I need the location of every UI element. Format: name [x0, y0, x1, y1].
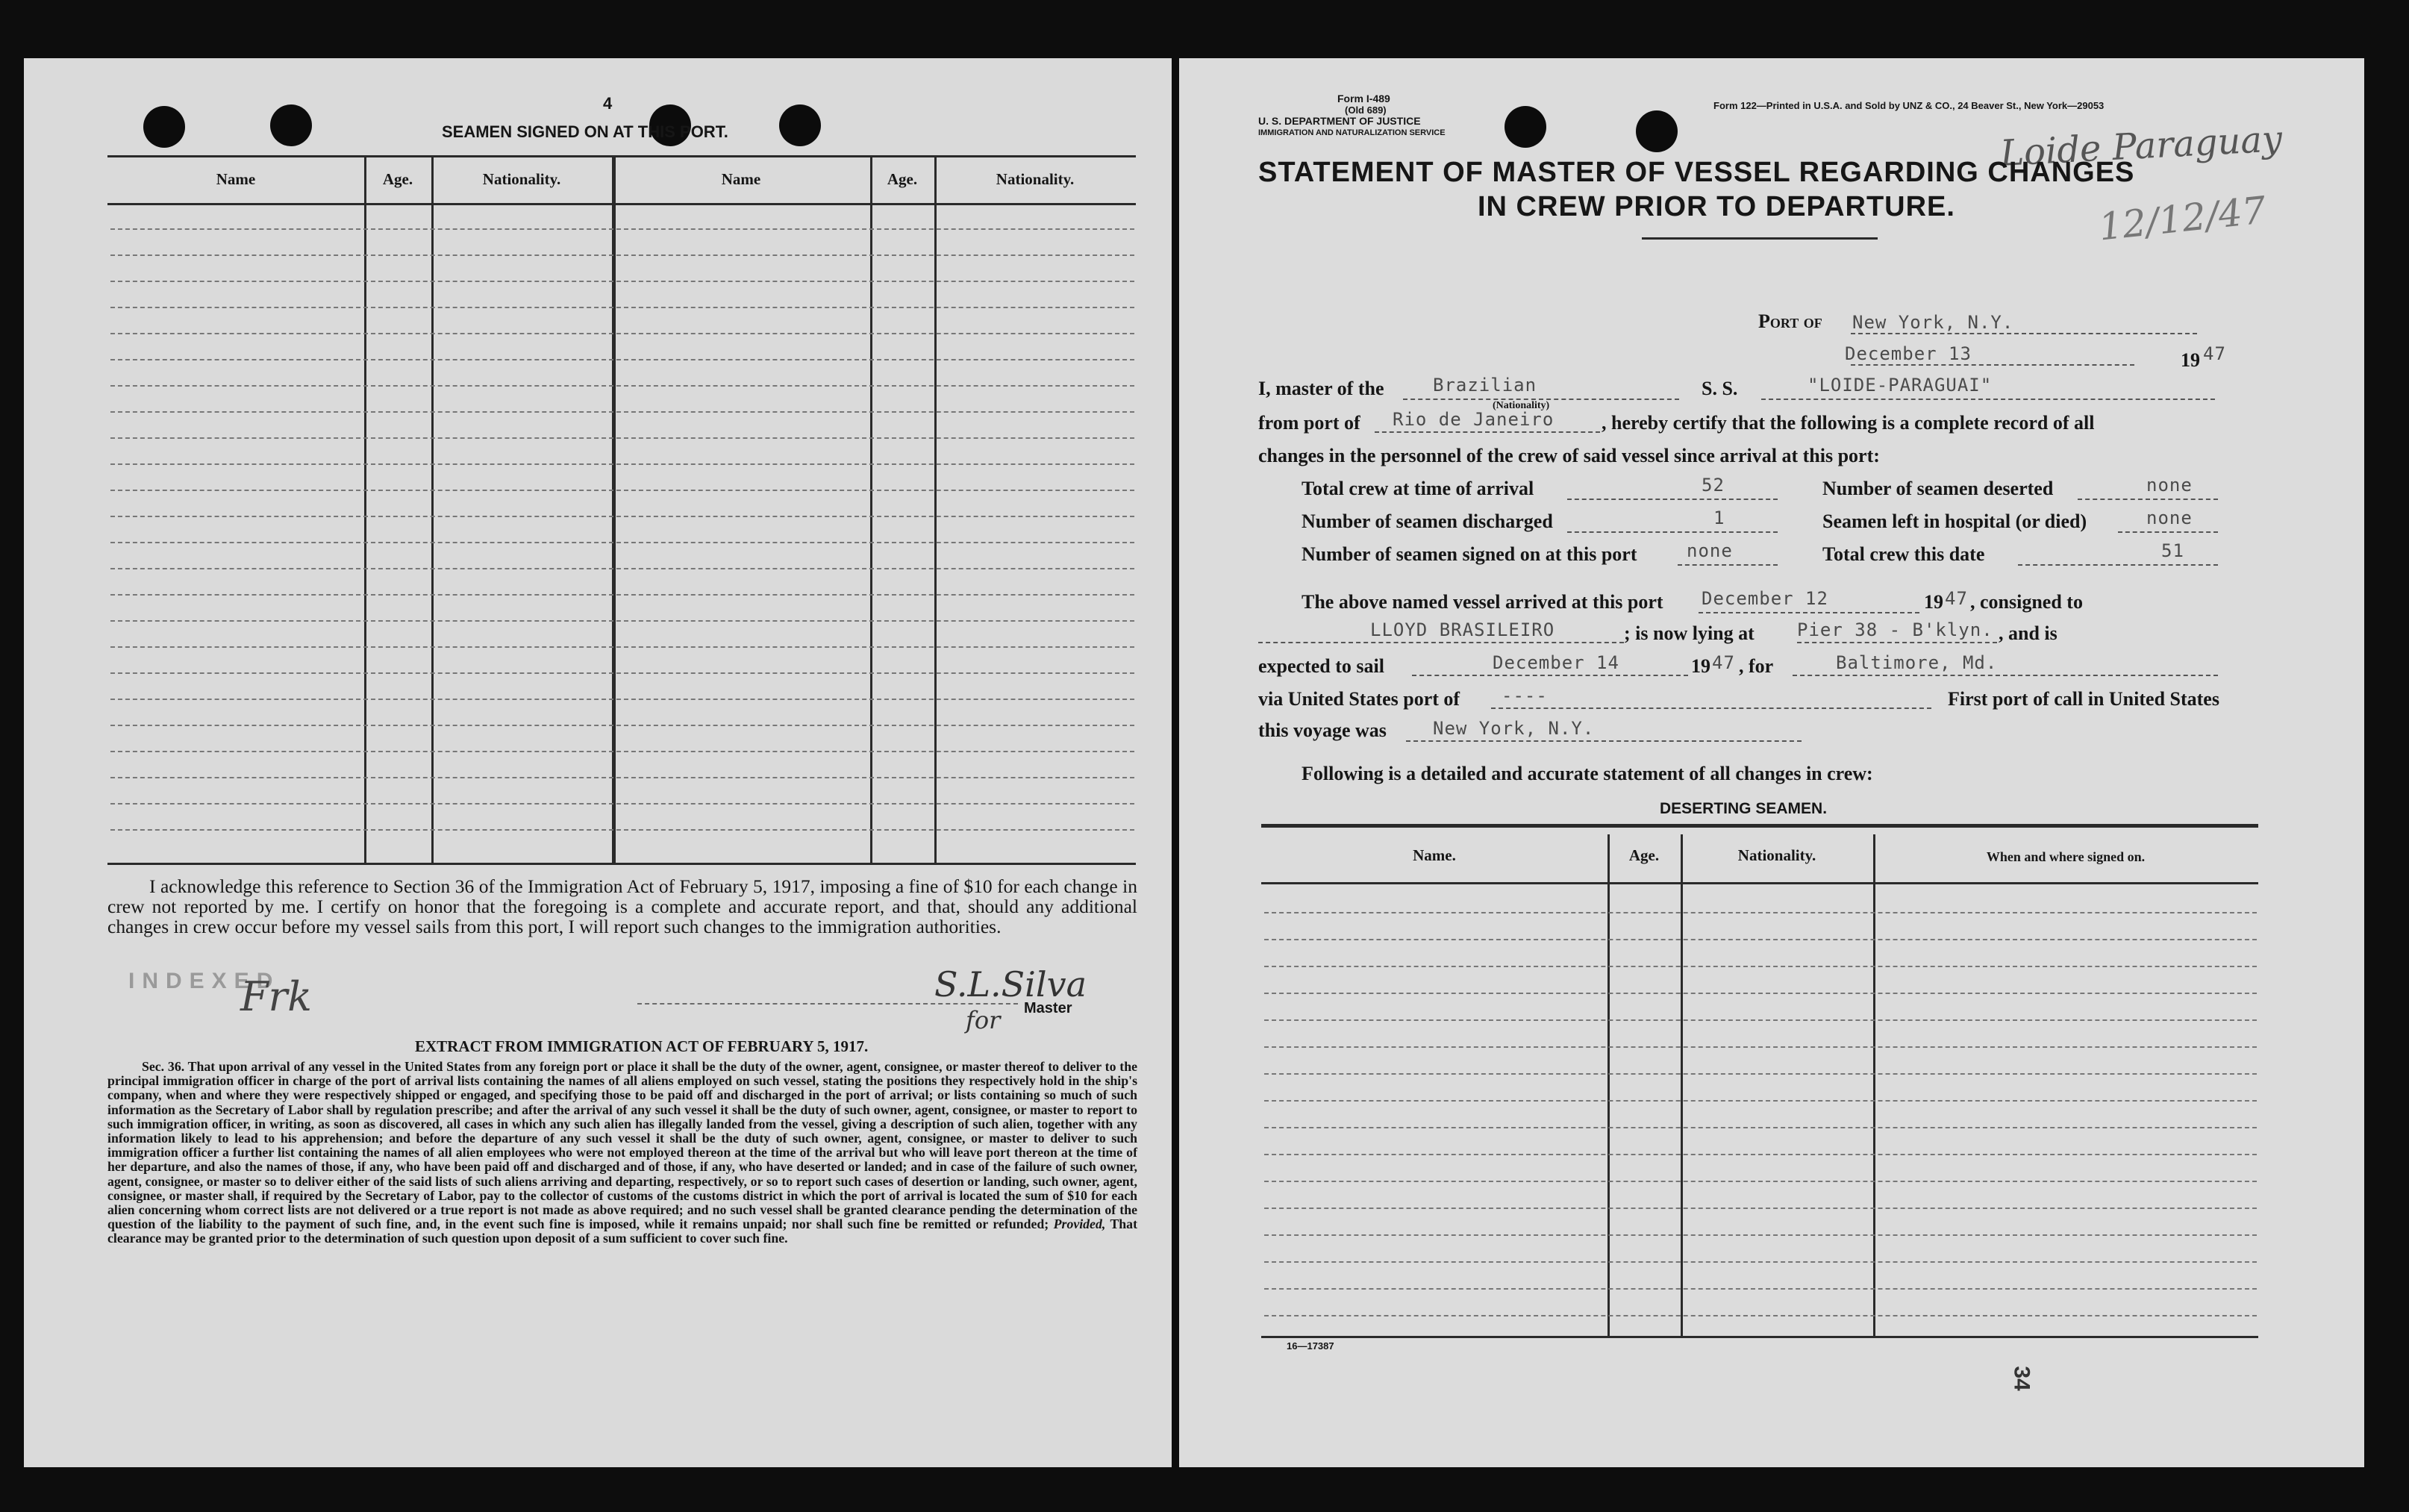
fill-line: [1793, 675, 2218, 676]
seamen-hospital-label: Seamen left in hospital (or died): [1822, 510, 2087, 532]
punch-hole: [779, 104, 821, 146]
sail-year-suffix: 47: [1712, 652, 1735, 673]
table-row: [110, 751, 1134, 752]
table-row: [110, 594, 1134, 596]
table-row: [110, 725, 1134, 726]
page-stamp: 34: [2009, 1366, 2034, 1391]
expected-label: expected to sail: [1258, 655, 1384, 677]
voyage-label: this voyage was: [1258, 719, 1387, 741]
table-top-rule: [1261, 824, 2258, 828]
column-header-name: Name: [721, 170, 761, 188]
table-row: [110, 385, 1134, 387]
seamen-deserted-value: none: [2146, 475, 2193, 496]
fill-line: [1567, 531, 1778, 533]
table-row: [110, 281, 1134, 282]
table-row: [1264, 1073, 2257, 1075]
consignee-value: LLOYD BRASILEIRO: [1370, 619, 1555, 640]
port-fill-line: [1851, 333, 2197, 334]
table-row: [110, 516, 1134, 517]
for-label: , for: [1739, 655, 1774, 677]
extract-section-label: Sec. 36.: [142, 1059, 185, 1074]
table-row: [1264, 993, 2257, 994]
page-number: 4: [603, 94, 613, 113]
table-row: [1264, 1261, 2257, 1263]
table-top-rule: [107, 155, 1136, 157]
deserting-title: DESERTING SEAMEN.: [1660, 800, 1828, 817]
table-row: [110, 777, 1134, 778]
table-row: [1264, 1208, 2257, 1209]
extract-tail: That clearance may be granted prior to the determination of such question upon deposit of a sum sufficient to cover such fine.: [107, 1216, 1137, 1246]
punch-hole: [270, 104, 312, 146]
form-title-line1: STATEMENT OF MASTER OF VESSEL REGARDING CHANGES: [1258, 157, 2135, 188]
column-header-age: Age.: [1628, 846, 1660, 864]
column-header-nationality: Nationality.: [482, 170, 561, 188]
table-row: [1264, 1100, 2257, 1102]
ss-label: S. S.: [1702, 378, 1738, 399]
seamen-signed-value: none: [1687, 540, 1733, 561]
date-year-prefix: 19: [2181, 349, 2200, 371]
consigned-label: , consigned to: [1970, 591, 2083, 613]
handwritten-initials: Frk: [240, 973, 313, 1020]
table-row: [1264, 1154, 2257, 1155]
column-header-nationality: Nationality.: [996, 170, 1075, 188]
acknowledgement-text: I acknowledge this reference to Section 36 of the Immigration Act of February 5, 1917, imposing a fine of $10 for each change in crew not reported by me. I certify on honor that the foregoing is a complete and accurate report, and that, should any additional changes in crew occur before my vessel sails from this port, I will report such changes to the immigration authorities.: [107, 875, 1137, 937]
table-row: [1264, 1315, 2257, 1316]
column-divider: [612, 155, 616, 863]
column-header-when-where: When and where signed on.: [1986, 849, 2146, 864]
column-divider: [431, 155, 434, 863]
table-bottom-rule: [1261, 1336, 2258, 1338]
total-crew-date-label: Total crew this date: [1822, 543, 1985, 565]
ship-fill-line: [1761, 399, 2215, 400]
date-year-suffix: 47: [2203, 343, 2226, 364]
table-row: [1264, 939, 2257, 940]
department-name: U. S. DEPARTMENT OF JUSTICE: [1258, 115, 1421, 127]
table-row: [110, 646, 1134, 648]
column-divider: [934, 155, 937, 863]
column-divider: [870, 155, 872, 863]
seamen-hospital-value: none: [2146, 507, 2193, 528]
fill-line: [2018, 564, 2218, 566]
left-page: [24, 58, 1172, 1467]
form-title-line2: IN CREW PRIOR TO DEPARTURE.: [1478, 191, 1955, 222]
fill-line: [1797, 642, 1997, 643]
fill-line: [1699, 612, 1919, 613]
title-underline: [1642, 237, 1878, 240]
table-row: [110, 620, 1134, 622]
table-row: [110, 437, 1134, 439]
extract-title: EXTRACT FROM IMMIGRATION ACT OF FEBRUARY 5, 1917.: [415, 1037, 869, 1055]
arrived-label: The above named vessel arrived at this port: [1302, 591, 1663, 613]
table-row: [110, 228, 1134, 230]
destination-value: Baltimore, Md.: [1836, 652, 1998, 673]
lying-at-value: Pier 38 - B'klyn.: [1797, 619, 1993, 640]
punch-hole: [1505, 106, 1546, 148]
fill-line: [2078, 499, 2218, 500]
from-port-value: Rio de Janeiro: [1393, 409, 1555, 430]
table-row: [110, 829, 1134, 831]
table-row: [1264, 912, 2257, 913]
table-row: [110, 254, 1134, 256]
port-value: New York, N.Y.: [1852, 312, 2014, 333]
table-row: [110, 672, 1134, 674]
signature-prefix: for: [966, 1006, 1001, 1034]
column-header-nationality: Nationality.: [1737, 846, 1816, 864]
table-row: [110, 803, 1134, 805]
following-text: Following is a detailed and accurate statement of all changes in crew:: [1302, 763, 1873, 784]
punch-hole: [1636, 110, 1678, 152]
table-row: [1264, 1019, 2257, 1021]
arrived-year-prefix: 19: [1924, 591, 1943, 613]
table-row: [110, 699, 1134, 700]
table-row: [110, 411, 1134, 413]
via-value: ----: [1502, 685, 1548, 706]
table-row: [1264, 1127, 2257, 1128]
date-value: December 13: [1845, 343, 1972, 364]
from-port-fill-line: [1375, 431, 1600, 433]
ship-name: "LOIDE-PARAGUAI": [1807, 375, 1993, 396]
from-port-label: from port of: [1258, 412, 1360, 434]
table-row: [110, 490, 1134, 491]
port-label: Port of: [1758, 310, 1822, 332]
table-header-rule: [107, 203, 1136, 205]
extract-text: [107, 1060, 1137, 1246]
table-row: [110, 463, 1134, 465]
signature-label: Master: [1024, 1000, 1072, 1016]
column-header-age: Age.: [887, 170, 918, 188]
fill-line: [1491, 707, 1931, 709]
nationality-value: Brazilian: [1433, 375, 1537, 396]
service-name: IMMIGRATION AND NATURALIZATION SERVICE: [1258, 128, 1446, 137]
nationality-caption: (Nationality): [1493, 400, 1550, 411]
fill-line: [1406, 740, 1802, 742]
fill-line: [1567, 499, 1778, 500]
printer-line: Form 122—Printed in U.S.A. and Sold by UNZ & CO., 24 Beaver St., New York—29053: [1713, 100, 2105, 111]
form-number: Form I-489: [1337, 93, 1390, 104]
extract-body: That upon arrival of any vessel in the United States from any foreign port or place it shall be the duty of the owner, agent, consignee, or master thereof to deliver to the principal immigration officer in charge of the port of arrival lists containing the names of all aliens employed on such vessel, stating the positions they respectively hold in the ship's company, when and where they were respectively shipped or engaged, and specifying those to be paid off and discharged in the port of arrival; or lists containing so much of such information as the Secretary of Labor shall by regulation prescribe; and after the arrival of any such vessel it shall be the duty of such owner, agent, consignee, or master to report to such immigration officer, in writing, as soon as discovered, all cases in which any such alien has illegally landed from the vessel, giving a description of such alien, together with any information likely to lead to his apprehension; and before the departure of any such vessel it shall be the duty of such owner, agent, consignee, or master to deliver to such immigration officer a further list containing the names of all alien employees who were not employed thereon at the time of the arrival but who will leave port thereon at the time of her departure, and also the names of those, if any, who have been paid off and discharged and of those, if any, who have deserted or landed; and in case of the failure of such owner, agent, consignee, or master so to deliver either of the said lists of such aliens arriving and departing, respectively, or so to report such cases of desertion or landing, such owner, agent, consignee, or master shall, if required by the Secretary of Labor, pay to the collector of customs of the customs district in which the port of arrival is located the sum of $10 for each alien concerning whom correct lists are not delivered or a true report is not made as above required; and no such vessel shall be granted clearance pending the determination of the question of the liability to the payment of such fine, and, in the event such fine is imposed, while it remains unpaid; nor shall such fine be remitted or refunded;: [107, 1059, 1138, 1232]
sail-year-prefix: 19: [1691, 655, 1710, 677]
seamen-discharged-label: Number of seamen discharged: [1302, 510, 1553, 532]
master-signature: S.L.Silva: [934, 964, 1087, 1005]
lying-label: ; is now lying at: [1624, 622, 1755, 644]
extract-provided: Provided,: [1053, 1216, 1106, 1232]
right-page: [1179, 58, 2364, 1467]
sail-date: December 14: [1493, 652, 1619, 673]
date-fill-line: [1851, 364, 2134, 366]
form-old-number: (Old 689): [1345, 104, 1387, 116]
total-crew-arrival-value: 52: [1702, 475, 1725, 496]
table-row: [1264, 1288, 2257, 1290]
master-of-label: I, master of the: [1258, 378, 1384, 399]
seamen-deserted-label: Number of seamen deserted: [1822, 478, 2054, 499]
first-port-label: First port of call in United States: [1948, 688, 2219, 710]
fill-line: [1412, 675, 1688, 676]
table-row: [110, 359, 1134, 360]
column-header-name: Name: [216, 170, 256, 188]
table-header-rule: [1261, 882, 2258, 884]
indexed-stamp: INDEXED: [128, 969, 281, 993]
handwritten-vessel-name: Loide Paraguay: [1999, 118, 2284, 175]
arrived-year-suffix: 47: [1945, 588, 1968, 609]
column-divider: [364, 155, 366, 863]
total-crew-arrival-label: Total crew at time of arrival: [1302, 478, 1534, 499]
total-crew-date-value: 51: [2161, 540, 2184, 561]
arrived-date: December 12: [1702, 588, 1828, 609]
table-row: [110, 568, 1134, 569]
and-is-label: , and is: [1999, 622, 2058, 644]
section-title: SEAMEN SIGNED ON AT THIS PORT.: [442, 122, 728, 141]
punch-hole: [143, 106, 185, 148]
footer-code: 16—17387: [1287, 1340, 1334, 1352]
handwritten-date: 12/12/47: [2096, 188, 2268, 249]
voyage-value: New York, N.Y.: [1433, 718, 1595, 739]
seamen-signed-label: Number of seamen signed on at this port: [1302, 543, 1637, 565]
table-row: [1264, 1046, 2257, 1048]
via-label: via United States port of: [1258, 688, 1460, 710]
seamen-discharged-value: 1: [1713, 507, 1725, 528]
table-bottom-rule: [107, 863, 1136, 865]
fill-line: [1678, 564, 1778, 566]
changes-text: changes in the personnel of the crew of said vessel since arrival at this port:: [1258, 445, 1880, 466]
table-row: [110, 307, 1134, 308]
table-row: [1264, 966, 2257, 967]
column-header-age: Age.: [382, 170, 413, 188]
table-row: [110, 542, 1134, 543]
table-row: [1264, 1181, 2257, 1182]
table-row: [110, 333, 1134, 334]
table-row: [1264, 1234, 2257, 1236]
fill-line: [1258, 642, 1624, 643]
fill-line: [2118, 531, 2218, 533]
column-header-name: Name.: [1413, 846, 1456, 864]
certify-text: , hereby certify that the following is a complete record of all: [1602, 412, 2095, 434]
